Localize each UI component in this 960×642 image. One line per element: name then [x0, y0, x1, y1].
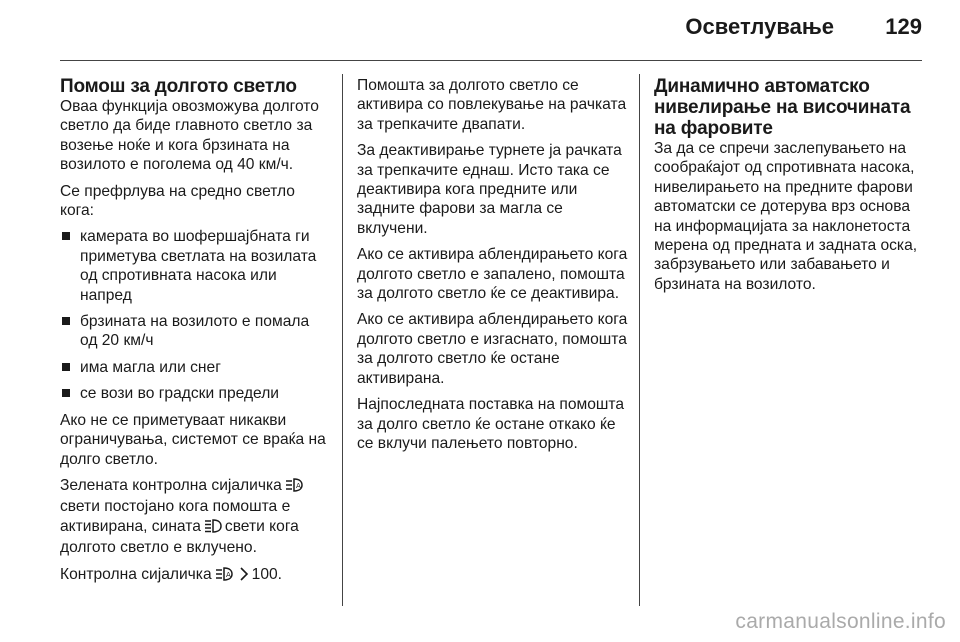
list-item: брзината на возилото е помала од 20 км/ч: [60, 312, 328, 351]
activation-paragraph: Помошта за долгото светло се активира со повлекување на рачката за трепкачите двапати.: [357, 77, 627, 133]
column-divider: [639, 74, 640, 606]
high-beam-assist-icon: [285, 478, 303, 497]
no-restrictions-paragraph: Ако не се приметуваат никакви ограничувања, системот се враќа на долго светло.: [60, 411, 326, 468]
dimming-on-paragraph: Ако се активира аблендирањето кога долгото светло е запалено, помошта за долгото светло ќе се деактивира.: [357, 246, 628, 303]
high-beam-icon: [204, 519, 222, 538]
last-setting-paragraph: Најпоследната поставка на помошта за долго светло ќе остане откако ќе се вклучи палењето повторно.: [357, 396, 625, 452]
dimming-off-paragraph: Ако се активира аблендирањето кога долгото светло е изгаснато, помошта за долгото светло ќе остане активирана.: [357, 311, 628, 387]
section-heading-high-beam-assist: Помош за долгото светло: [60, 76, 297, 97]
header-rule: [60, 60, 922, 61]
chapter-title: Осветлување: [685, 14, 834, 39]
high-beam-assist-icon: [215, 567, 233, 586]
page-reference-arrow-icon: [239, 567, 249, 586]
column-1: [60, 76, 328, 593]
page-number: 129: [885, 14, 922, 39]
list-item: се вози во градски предели: [60, 384, 328, 403]
column-divider: [342, 74, 343, 606]
switch-paragraph: Се префрлува на средно светло кога:: [60, 182, 295, 220]
column-3: [654, 76, 926, 301]
control-lamp-reference: Контролна сијаличка A 100.: [60, 565, 328, 586]
lamp-paragraph: Зелената контролна сијаличка A свети постојано кога помошта е активирана, сината свети кога долгото светло е вклучено.: [60, 476, 328, 558]
watermark: carmanualsonline.info: [735, 610, 946, 633]
conditions-list: [60, 227, 328, 403]
list-item: камерата во шофершајбната ги приметува светлата на возилата од спротивната насока или напред: [60, 227, 328, 305]
column-2: [357, 76, 629, 460]
list-item: има магла или снег: [60, 358, 328, 377]
deactivation-paragraph: За деактивирање турнете ја рачката за трепкачите еднаш. Исто така се деактивира кога предните или задните фарови за магла се вклучени.: [357, 142, 622, 237]
intro-paragraph: Оваа функција овозможува долгото светло да биде главното светло за возење ноќе и кога брзината на возилото е поголема од 40 км/ч.: [60, 98, 319, 174]
section-heading-headlight-levelling: Динамично автоматско нивелирање на височината на фаровите: [654, 76, 911, 139]
svg-text:A: A: [295, 481, 301, 490]
svg-text:A: A: [225, 570, 231, 579]
levelling-paragraph: За да се спречи заслепувањето на сообраќајот од спротивната насока, нивелирањето на предните фарови автоматски се дотерува врз основа на информацијата за наклонетоста мерена од предната и задната оска, забрзувањето или забавањето и брзината на возилото.: [654, 140, 918, 293]
